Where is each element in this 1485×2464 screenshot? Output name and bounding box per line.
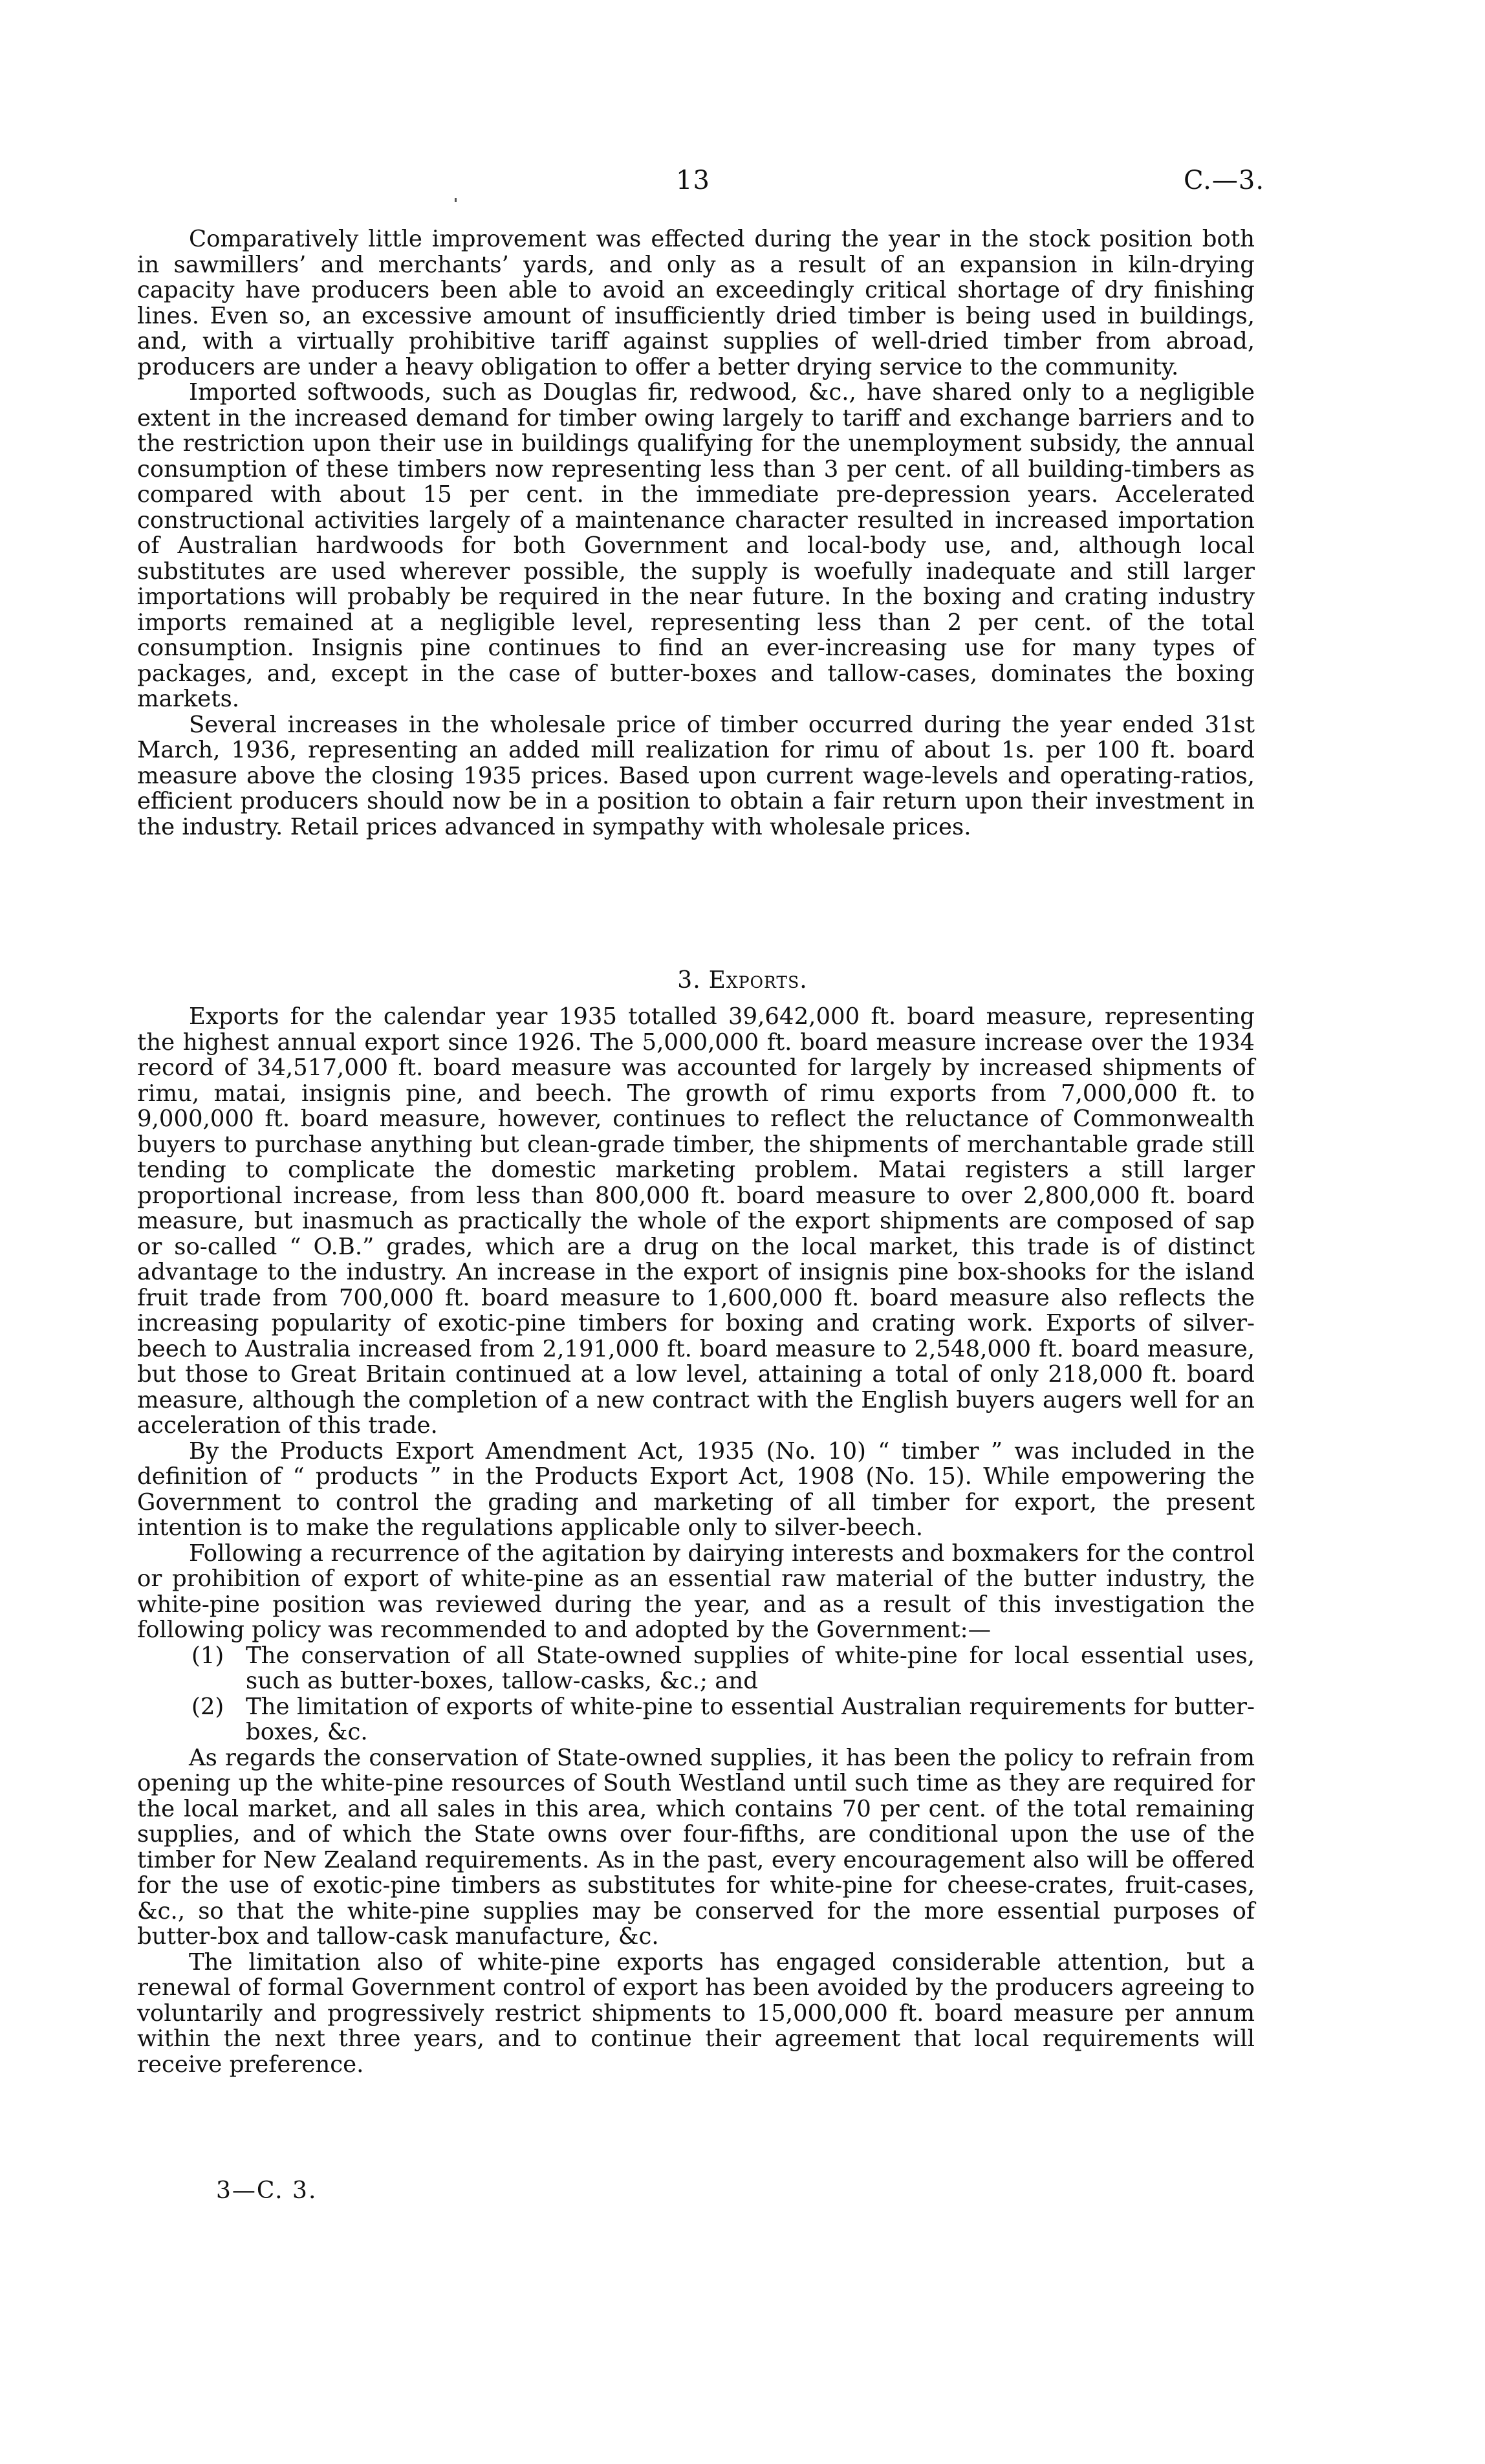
list-item-marker: (2)	[191, 1693, 224, 1720]
page-header	[0, 166, 1485, 204]
printer-signature: 3—C. 3.	[216, 2177, 318, 2204]
section-title: Exports.	[708, 967, 808, 994]
paragraph-stock-position: Comparatively little improvement was effected during the year in the stock position both in sawmillers’ and merchants’ yards, and only as a result of an expansion in kiln-drying capacity have producers been able to avoid an exceedingly critical shortage of dry finishing lines. Even so, an excessive amount of insufficiently dried timber is being used in buildings, and, with a virtually prohibitive tariff against supplies of well-dried timber from abroad, producers are under a heavy obligation to offer a better drying service to the community.	[137, 226, 1255, 380]
page-number: 13	[676, 166, 710, 195]
exports-section	[137, 1004, 1255, 2077]
list-item-marker: (1)	[191, 1642, 224, 1669]
paragraph-wholesale-prices: Several increases in the wholesale price of timber occurred during the year ended 31st March, 1936, representing an added mill realization for rimu of about 1s. per 100 ft. board measure above the closing 1935 prices. Based upon current wage-levels and operating-ratios, efficient producers should now be in a position to obtain a fair return upon their investment in the industry. Retail prices advanced in sympathy with wholesale prices.	[137, 711, 1255, 840]
list-item-text: The limitation of exports of white-pine to essential Australian requirements for butter-boxes, &c.	[246, 1693, 1255, 1745]
intro-section	[137, 226, 1255, 840]
paragraph-export-limitation: The limitation also of white-pine exports has engaged considerable attention, but a renewal of formal Government control of export has been avoided by the producers agreeing to voluntarily and progressively restrict shipments to 15,000,000 ft. board measure per annum within the next three years, and to continue their agreement that local requirements will receive preference.	[137, 1948, 1255, 2078]
list-item	[137, 1643, 1255, 1694]
section-heading-exports	[0, 967, 1485, 994]
list-item-text: The conservation of all State-owned supplies of white-pine for local essential uses, such as butter-boxes, tallow-casks, &c.; and	[246, 1642, 1255, 1694]
paragraph-white-pine-policy: Following a recurrence of the agitation by dairying interests and boxmakers for the control or prohibition of export of white-pine as an essential raw material of the butter industry, the white-pine position was reviewed during the year, and as a result of this investigation the following policy was recommended to and adopted by the Government:—	[137, 1540, 1255, 1643]
paragraph-imported-softwoods: Imported softwoods, such as Douglas fir, redwood, &c., have shared only to a negligible extent in the increased demand for timber owing largely to tariff and exchange barriers and to the restriction upon their use in buildings qualifying for the unemployment subsidy, the annual consumption of these timbers now representing less than 3 per cent. of all building-timbers as compared with about 15 per cent. in the immediate pre-depression years. Accelerated constructional activities largely of a maintenance character resulted in increased importation of Australian hardwoods for both Government and local-body use, and, although local substitutes are used wherever possible, the supply is woefully inadequate and still larger importations will probably be required in the near future. In the boxing and crating industry imports remained at a negligible level, representing less than 2 per cent. of the total consumption. Insignis pine continues to find an ever-increasing use for many types of packages, and, except in the case of butter-boxes and tallow-cases, dominates the boxing markets.	[137, 379, 1255, 712]
policy-list	[137, 1643, 1255, 1745]
paragraph-products-export-act: By the Products Export Amendment Act, 1935 (No. 10) “ timber ” was included in the definition of “ products ” in the Products Export Act, 1908 (No. 15). While empowering the Government to control the grading and marketing of all timber for export, the present intention is to make the regulations applicable only to silver-beech.	[137, 1437, 1255, 1541]
scan-speck	[455, 198, 457, 202]
paragraph-export-totals: Exports for the calendar year 1935 totalled 39,642,000 ft. board measure, representing the highest annual export since 1926. The 5,000,000 ft. board measure increase over the 1934 record of 34,517,000 ft. board measure was accounted for largely by increased shipments of rimu, matai, insignis pine, and beech. The growth of rimu exports from 7,000,000 ft. to 9,000,000 ft. board measure, however, continues to reflect the reluctance of Commonwealth buyers to purchase anything but clean-grade timber, the shipments of merchantable grade still tending to complicate the domestic marketing problem. Matai registers a still larger proportional increase, from less than 800,000 ft. board measure to over 2,800,000 ft. board measure, but inasmuch as practically the whole of the export shipments are composed of sap or so-called “ O.B.” grades, which are a drug on the local market, this trade is of distinct advantage to the industry. An increase in the export of insignis pine box-shooks for the island fruit trade from 700,000 ft. board measure to 1,600,000 ft. board measure also reflects the increasing popularity of exotic-pine timbers for boxing and crating work. Exports of silver-beech to Australia increased from 2,191,000 ft. board measure to 2,548,000 ft. board measure, but those to Great Britain continued at a low level, attaining a total of only 218,000 ft. board measure, although the completion of a new contract with the English buyers augers well for an acceleration of this trade.	[137, 1003, 1255, 1439]
document-reference: C.—3.	[1184, 166, 1265, 195]
list-item	[137, 1694, 1255, 1745]
paragraph-conservation: As regards the conservation of State-owned supplies, it has been the policy to refrain from opening up the white-pine resources of South Westland until such time as they are required for the local market, and all sales in this area, which contains 70 per cent. of the total remaining supplies, and of which the State owns over four-fifths, are conditional upon the use of the timber for New Zealand requirements. As in the past, every encouragement also will be offered for the use of exotic-pine timbers as substitutes for white-pine for cheese-crates, fruit-cases, &c., so that the white-pine supplies may be conserved for the more essential purposes of butter-box and tallow-cask manufacture, &c.	[137, 1744, 1255, 1950]
section-number: 3.	[677, 967, 701, 994]
